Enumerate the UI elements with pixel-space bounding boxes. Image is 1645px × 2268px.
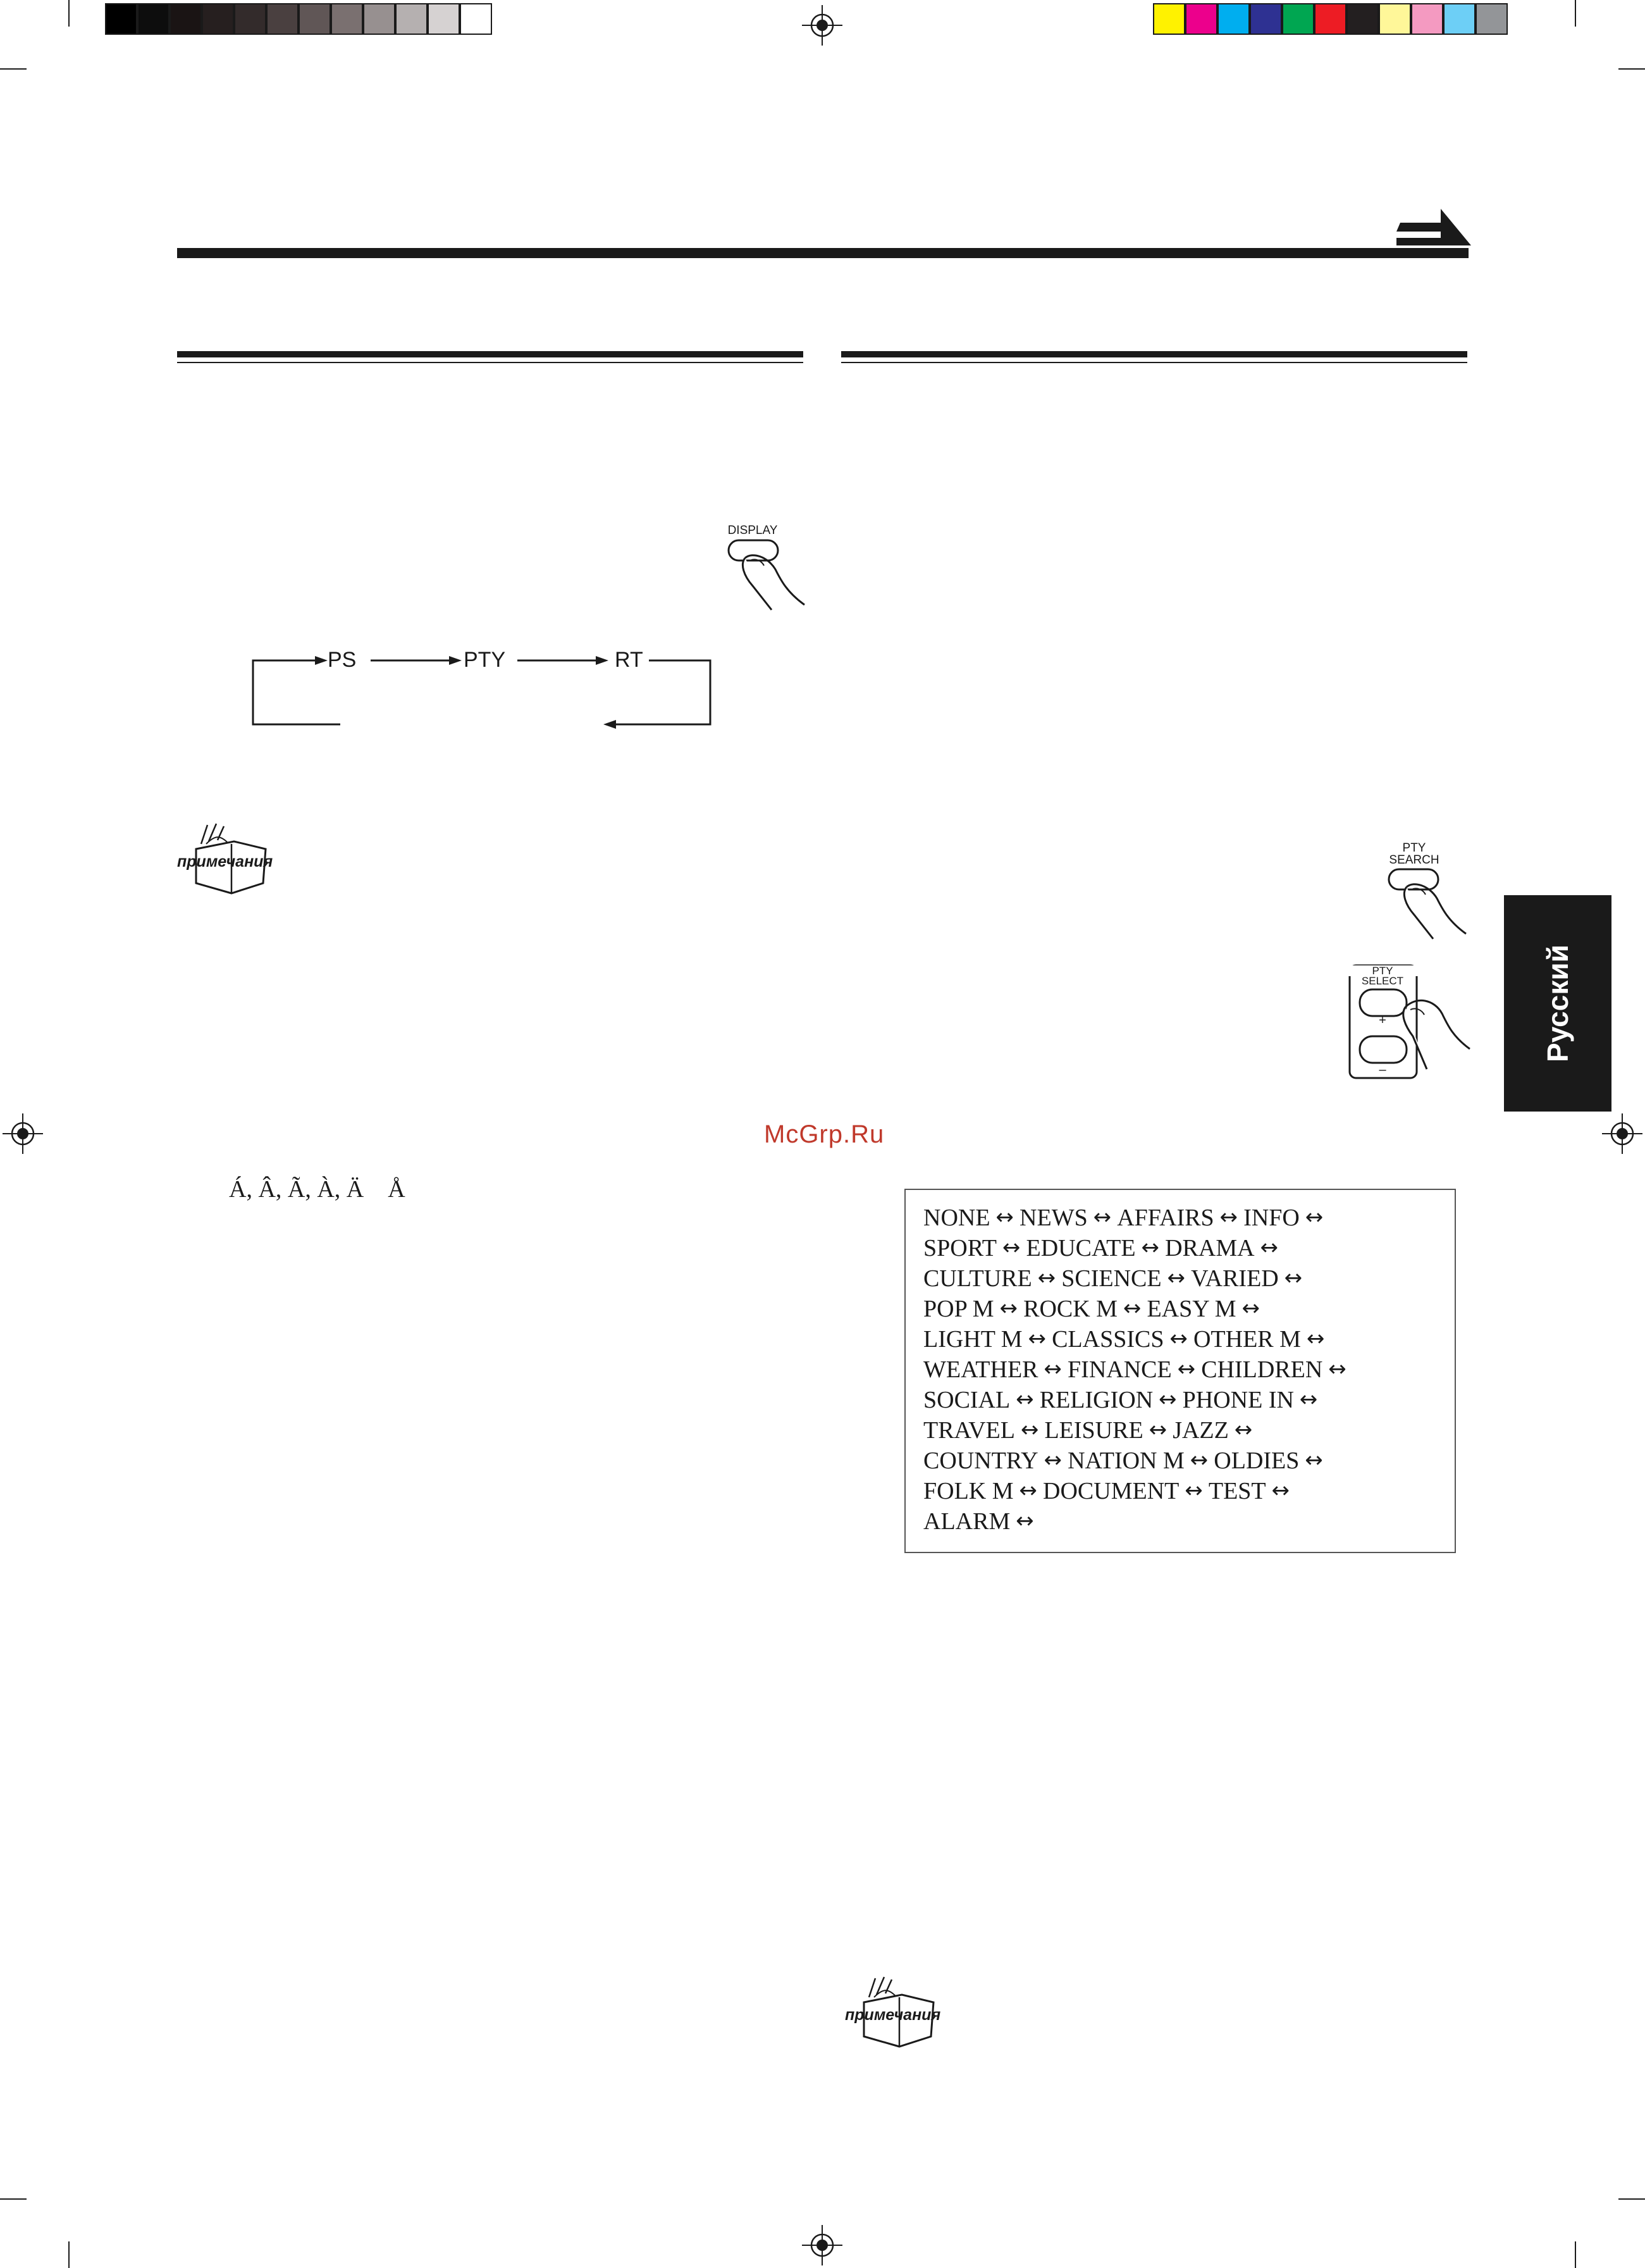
double-arrow-icon: ↔ [1299, 1387, 1318, 1412]
pty-code: CHILDREN [1201, 1356, 1323, 1383]
crop-mark [1575, 0, 1576, 27]
notes-label: примечания [177, 853, 273, 871]
language-tab-label: Русский [1541, 945, 1574, 1062]
double-arrow-icon: ↔ [1044, 1356, 1063, 1382]
double-arrow-icon: ↔ [1019, 1478, 1038, 1503]
double-arrow-icon: ↔ [1305, 1205, 1324, 1230]
registration-mark-icon [802, 5, 842, 46]
notes-book-icon [839, 1976, 959, 2050]
pty-code: CLASSICS [1052, 1326, 1164, 1353]
section-rule-left [177, 351, 803, 357]
double-arrow-icon: ↔ [1044, 1447, 1063, 1473]
pty-codes-box [904, 1189, 1456, 1553]
double-arrow-icon: ↔ [999, 1296, 1018, 1321]
gray-swatch [169, 3, 202, 35]
pty-code: CULTURE [923, 1265, 1032, 1292]
double-arrow-icon: ↔ [1177, 1356, 1196, 1382]
pty-search-button-press-icon[interactable] [1383, 868, 1468, 950]
double-arrow-icon: ↔ [1037, 1265, 1056, 1291]
pty-select-plus-label: + [1379, 1013, 1386, 1027]
pty-code-line [923, 1506, 1040, 1537]
pty-code: POP M [923, 1296, 994, 1322]
double-arrow-icon: ↔ [1159, 1387, 1177, 1412]
crop-mark [68, 0, 70, 27]
pty-code-line [923, 1294, 1266, 1325]
pty-code: FOLK M [923, 1478, 1014, 1504]
pty-code: NONE [923, 1205, 990, 1231]
pty-code: TRAVEL [923, 1417, 1015, 1444]
language-tab [1504, 895, 1611, 1112]
flow-step-pty: PTY [464, 648, 506, 672]
gray-swatch [363, 3, 395, 35]
section-rule-left-thin [177, 362, 803, 363]
pty-code: DRAMA [1165, 1235, 1255, 1261]
pty-code: TEST [1208, 1478, 1266, 1504]
pty-code: PHONE IN [1182, 1387, 1294, 1413]
color-swatch [1314, 3, 1346, 35]
section-rule-right [841, 351, 1467, 357]
pty-search-label-line2: SEARCH [1389, 853, 1439, 867]
gray-swatch [331, 3, 363, 35]
pty-code: OLDIES [1214, 1447, 1300, 1474]
pty-code: LEISURE [1044, 1417, 1143, 1444]
pty-code-line [923, 1415, 1258, 1446]
gray-swatch [266, 3, 299, 35]
gray-swatch [299, 3, 331, 35]
double-arrow-icon: ↔ [1234, 1417, 1253, 1442]
pty-code: FINANCE [1068, 1356, 1172, 1383]
crop-mark [1618, 2198, 1645, 2200]
display-button-press-icon[interactable] [721, 539, 806, 621]
pty-code: JAZZ [1173, 1417, 1229, 1444]
section-rule-right-thin [841, 362, 1467, 363]
gray-swatch [460, 3, 492, 35]
pty-code: SCIENCE [1061, 1265, 1162, 1292]
notes-label: примечания [845, 2006, 941, 2024]
pty-code-line [923, 1354, 1352, 1385]
color-swatch [1476, 3, 1508, 35]
pty-code: OTHER M [1193, 1326, 1301, 1353]
color-swatch [1282, 3, 1314, 35]
double-arrow-icon: ↔ [1016, 1387, 1034, 1412]
pty-code: EDUCATE [1026, 1235, 1136, 1261]
double-arrow-icon: ↔ [995, 1205, 1014, 1230]
registration-mark-icon [3, 1113, 43, 1154]
pty-select-minus-label: – [1379, 1063, 1386, 1077]
pty-code: LIGHT M [923, 1326, 1023, 1353]
double-arrow-icon: ↔ [1123, 1296, 1142, 1321]
crop-mark [0, 2198, 27, 2200]
color-swatch [1250, 3, 1282, 35]
color-swatch [1153, 3, 1185, 35]
double-arrow-icon: ↔ [1328, 1356, 1346, 1382]
double-arrow-icon: ↔ [1284, 1265, 1303, 1291]
double-arrow-icon: ↔ [1028, 1326, 1047, 1351]
display-button-label: DISPLAY [727, 524, 778, 537]
registration-mark-icon [1602, 1113, 1642, 1154]
double-arrow-icon: ↔ [1219, 1205, 1238, 1230]
double-arrow-icon: ↔ [1016, 1508, 1034, 1534]
gray-swatch [234, 3, 266, 35]
accented-characters: Á, Â, Ã, À, Ä Å [229, 1176, 405, 1203]
double-arrow-icon: ↔ [1167, 1265, 1186, 1291]
pty-code-line [923, 1385, 1323, 1416]
gray-swatch [105, 3, 137, 35]
notes-book-icon [171, 822, 291, 897]
pty-code: EASY M [1147, 1296, 1236, 1322]
double-arrow-icon: ↔ [1141, 1235, 1160, 1260]
pty-code: COUNTRY [923, 1447, 1038, 1474]
registration-mark-icon [802, 2225, 842, 2265]
flow-step-rt: RT [615, 648, 643, 672]
color-swatch [1379, 3, 1411, 35]
pty-code: ALARM [923, 1508, 1011, 1535]
color-swatch [1411, 3, 1443, 35]
color-swatch [1217, 3, 1250, 35]
double-arrow-icon: ↔ [1185, 1478, 1203, 1503]
crop-mark [0, 68, 27, 70]
double-arrow-icon: ↔ [1241, 1296, 1260, 1321]
pty-code: NATION M [1068, 1447, 1185, 1474]
pty-code: AFFAIRS [1117, 1205, 1214, 1231]
double-arrow-icon: ↔ [1306, 1326, 1325, 1351]
pty-code: VARIED [1191, 1265, 1279, 1292]
pty-code: WEATHER [923, 1356, 1038, 1383]
gray-swatch [428, 3, 460, 35]
pty-code-line [923, 1203, 1329, 1234]
pty-select-label-line1: PTY [1347, 965, 1418, 976]
pty-code: DOCUMENT [1043, 1478, 1180, 1504]
pty-code-line [923, 1324, 1330, 1355]
crop-mark [68, 2241, 70, 2268]
color-swatch [1185, 3, 1217, 35]
pty-code-line [923, 1446, 1329, 1477]
double-arrow-icon: ↔ [1271, 1478, 1290, 1503]
flow-step-ps: PS [328, 648, 357, 672]
pty-code-line [923, 1233, 1284, 1264]
gray-swatch [202, 3, 234, 35]
crop-mark [1575, 2241, 1576, 2268]
double-arrow-icon: ↔ [1149, 1417, 1168, 1442]
watermark: McGrp.Ru [764, 1120, 885, 1148]
pty-code: SOCIAL [923, 1387, 1011, 1413]
double-arrow-icon: ↔ [1190, 1447, 1209, 1473]
pty-code: RELIGION [1039, 1387, 1154, 1413]
pty-code: SPORT [923, 1235, 997, 1261]
pty-search-label-line1: PTY [1402, 841, 1426, 855]
double-arrow-icon: ↔ [1093, 1205, 1112, 1230]
pty-code-line [923, 1476, 1295, 1507]
gray-swatch [395, 3, 428, 35]
double-arrow-icon: ↔ [1002, 1235, 1021, 1260]
double-arrow-icon: ↔ [1305, 1447, 1323, 1473]
continue-arrow-icon [1396, 209, 1471, 248]
double-arrow-icon: ↔ [1169, 1326, 1188, 1351]
pty-select-label-line2: SELECT [1361, 975, 1404, 987]
double-arrow-icon: ↔ [1020, 1417, 1039, 1442]
pty-code: NEWS [1020, 1205, 1088, 1231]
pty-code: ROCK M [1023, 1296, 1118, 1322]
pty-code: INFO [1243, 1205, 1300, 1231]
crop-mark [1618, 68, 1645, 70]
color-swatch [1443, 3, 1476, 35]
header-rule [177, 248, 1469, 258]
color-swatch [1346, 3, 1379, 35]
pty-code-line [923, 1263, 1308, 1294]
gray-swatch [137, 3, 169, 35]
double-arrow-icon: ↔ [1260, 1235, 1279, 1260]
